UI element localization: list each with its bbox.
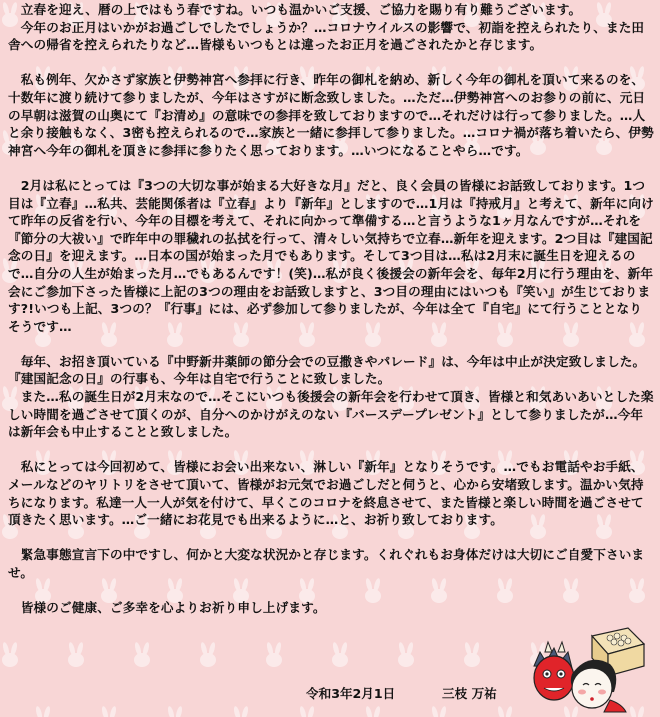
rabbit-icon [398,642,414,667]
paragraph-closing: 皆様のご健康、ご多幸を心よりお祈り申し上げます。 [8,600,326,616]
paragraph-greeting: 立春を迎え、暦の上ではもう春ですね。いつも温かいご支援、ご協力を賜り有り難うございます。 今年のお正月はいかがお過ごしでしたでしょうか？…コロナウイルスの影響で、初詣を控えられたり、また田舎への帰省を控えられたりなど…皆様もいつもとは違ったお正月を過ごされたかと存じます。 [8,2,645,53]
letter-signature: 三枝 万祐 [442,686,497,701]
paragraph-events: 毎年、お招き頂いている『中野新井薬師の節分会での豆撒きやパレード』は、今年は中止が決定致しました。『建国記念の日』の行事も、今年は自宅で行うことに致しました。 また…私の誕生日が2月末なので…そこにいつも後援会の新年会を行わせて頂き、皆様と和気あいあいとした楽しい時間を過ごさせて頂くのが、自分へのかけがえのない『バースデープレゼント』として参りましたが…今年は新年会も中止することと致しました。 [8,353,654,440]
rabbit-icon [101,706,117,717]
paragraph-emergency: 緊急事態宣言下の中ですし、何かと大変な状況かと存じます。くれぐれもお身体だけは大切にご自愛下さいませ。 [8,547,645,580]
rabbit-icon [299,706,315,717]
rabbit-icon [200,642,216,667]
rabbit-icon [68,642,84,667]
rabbit-icon [233,706,249,717]
rabbit-icon [266,642,282,667]
rabbit-icon [365,706,381,717]
rabbit-icon [431,706,447,717]
rabbit-icon [2,642,18,667]
letter-date: 令和3年2月1日 [306,686,396,701]
paragraph-ise-shrine: 私も例年、欠かさず家族と伊勢神宮へ参拝に行き、昨年の御札を納め、新しく今年の御札を頂いて来るのを、十数年に渡り続けて参りましたが、今年はさすがに断念致しました。…ただ…伊勢神宮へのお参りの前に、元日の早朝は滋賀の山奥にて『お清め』の意味での参拝を致しておりますので…それだけは行って参りました。…人と余り接触もなく、3密も控えられるので…家族と一緒に参拝して参りました。…コロナ禍が落ち着いたら、伊勢神宮へ今年の御札を頂きに参拝に参りたく思っております。…いつになることやら…です。 [8,72,654,158]
oni-and-okame-setsubun-icon [528,622,652,714]
letter-body [8,1,654,617]
rabbit-icon [464,642,480,667]
paragraph-new-year: 私にとっては今回初めて、皆様にお会い出来ない、淋しい『新年』となりそうです。…でもお電話やお手紙、メールなどのヤリトリをさせて頂いて、皆様がお元気でお過ごしだと伺うと、心から安堵致します。温かい気持ちになります。私達一人一人が気を付けて、早くこのコロナを終息させて、また皆様と楽しい時間を過ごさせて頂きたく思います。…ご一緒にお花見でも出来るように…と、お祈り致しております。 [8,459,644,528]
rabbit-icon [332,642,348,667]
paragraph-february: 2月は私にとっては『3つの大切な事が始まる大好きな月』だと、良く会員の皆様にお話致しております。1つ目は『立春』…私共、芸能関係者は『立春』より『新年』としますので…1月は『持戒月』と考えて、新年に向けて昨年の反省を行い、今年の目標を考えて、それに向かって準備する…と言うような1ヶ月なんですが…それを『節分の大祓い』で昨年中の罪穢れの払拭を行って、清々しい気持ちで立春…新年を迎えます。2つ目は『建国記念の日』を迎えます。…日本の国が始まった月でもあります。そして3つ目は…私は2月末に誕生日を迎えるので…自分の人生が始まった月…でもあるんです！(笑)…私が良く後援会の新年会を、毎年2月に行う理由を、新年会にご参加下さった皆様に上記の3つの理由をお話致しますと、3つ目の理由にはいつも『笑い』が生じております?!いつも上記、3つの？『行事』には、必ず参加して参りましたが、今年は全て『自宅』にて行うこととなりそうです… [8,177,654,334]
rabbit-icon [497,706,513,717]
oni-demon-icon [534,642,574,700]
rabbit-icon [35,706,51,717]
rabbit-icon [167,706,183,717]
rabbit-icon [134,642,150,667]
